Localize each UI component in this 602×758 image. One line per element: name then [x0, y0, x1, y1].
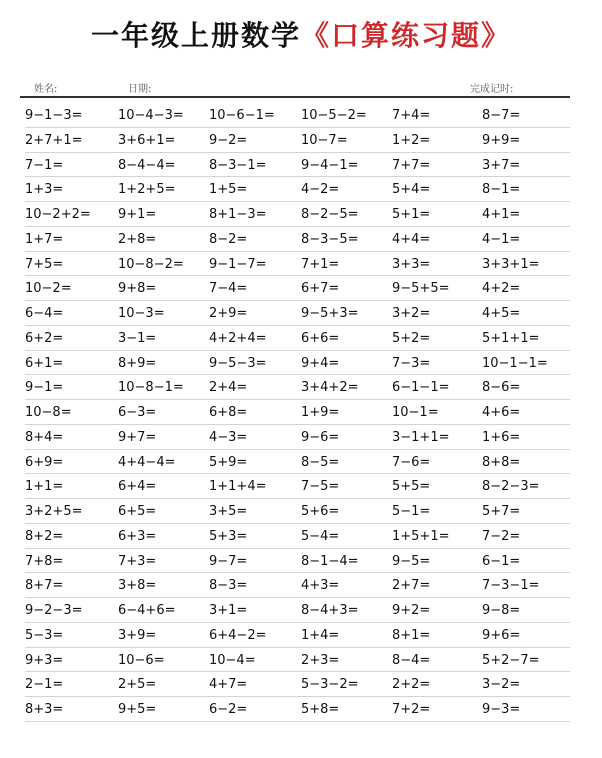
problem-row [25, 474, 570, 499]
problem-cell: 10−2= [25, 281, 72, 297]
problem-row [25, 623, 570, 648]
problem-cell: 6+1= [25, 355, 64, 371]
problem-cell: 9−7= [209, 553, 248, 569]
problem-cell: 1+1+4= [209, 479, 267, 495]
problem-grid [25, 103, 570, 722]
problem-cell: 5+8= [301, 702, 340, 717]
problem-cell: 6+2= [25, 330, 64, 346]
problem-cell: 3+7= [482, 157, 521, 173]
problem-cell: 8−3−5= [301, 231, 359, 247]
problem-cell: 8−3= [209, 578, 248, 594]
problem-cell: 8−5= [301, 454, 340, 470]
problem-cell: 5+3= [209, 528, 248, 544]
problem-cell: 8+1= [392, 627, 431, 643]
problem-row [25, 524, 570, 549]
problem-cell: 5+7= [482, 504, 521, 519]
problem-cell: 9+2= [392, 603, 431, 618]
problem-cell: 8−2−3= [482, 479, 540, 495]
problem-cell: 6+4= [118, 479, 157, 495]
header-divider [20, 96, 570, 98]
problem-cell: 10−4−3= [118, 108, 184, 123]
problem-cell: 3+9= [118, 627, 157, 643]
problem-cell: 9−2−3= [25, 603, 83, 618]
problem-cell: 1+2= [392, 132, 431, 148]
problem-cell: 6+9= [25, 454, 64, 470]
problem-cell: 6+5= [118, 504, 157, 519]
problem-cell: 1+1= [25, 479, 64, 495]
problem-cell: 4−1= [482, 231, 521, 247]
problem-row [25, 326, 570, 351]
problem-cell: 3+4+2= [301, 380, 359, 396]
problem-row [25, 375, 570, 400]
problem-row [25, 425, 570, 450]
title-accent: 《口算练习题》 [301, 19, 512, 52]
problem-cell: 7−6= [392, 454, 431, 470]
problem-cell: 5+1= [392, 207, 431, 222]
date-label: 日期: [128, 84, 152, 95]
problem-row [25, 549, 570, 574]
problem-row [25, 128, 570, 153]
problem-cell: 3+3+1= [482, 256, 540, 272]
problem-cell: 6−1= [482, 553, 521, 569]
problem-row [25, 276, 570, 301]
problem-cell: 4+4−4= [118, 454, 176, 470]
problem-cell: 10−6= [118, 652, 165, 668]
problem-cell: 3+6+1= [118, 132, 176, 148]
problem-row [25, 301, 570, 326]
problem-cell: 4+4= [392, 231, 431, 247]
name-label: 姓名: [34, 84, 58, 95]
problem-cell: 3+8= [118, 578, 157, 594]
problem-row [25, 351, 570, 376]
problem-cell: 9−5= [392, 553, 431, 569]
problem-cell: 2+4= [209, 380, 248, 396]
problem-cell: 9+6= [482, 627, 521, 643]
problem-cell: 8−4= [392, 652, 431, 668]
problem-cell: 5−4= [301, 528, 340, 544]
problem-row [25, 672, 570, 697]
problem-cell: 5−3= [25, 627, 64, 643]
problem-cell: 7−5= [301, 479, 340, 495]
problem-cell: 1+5= [209, 182, 248, 198]
problem-cell: 9−4−1= [301, 157, 359, 173]
problem-row [25, 450, 570, 475]
problem-cell: 6−1−1= [392, 380, 450, 396]
problem-cell: 1+3= [25, 182, 64, 198]
problem-cell: 1+7= [25, 231, 64, 247]
problem-row [25, 153, 570, 178]
problem-cell: 8−1= [482, 182, 521, 198]
problem-cell: 6+8= [209, 405, 248, 420]
problem-cell: 5−3−2= [301, 677, 359, 693]
problem-cell: 8−6= [482, 380, 521, 396]
problem-cell: 8+7= [25, 578, 64, 594]
problem-cell: 6−4= [25, 306, 64, 321]
problem-cell: 4+3= [301, 578, 340, 594]
problem-cell: 7−3= [392, 355, 431, 371]
problem-cell: 8−2−5= [301, 207, 359, 222]
problem-cell: 6+7= [301, 281, 340, 297]
problem-cell: 9−5−3= [209, 355, 267, 371]
problem-cell: 8−7= [482, 108, 521, 123]
title-main: 一年级上册数学 [90, 19, 301, 52]
problem-cell: 9−2= [209, 132, 248, 148]
problem-cell: 3+2= [392, 306, 431, 321]
problem-cell: 4+2+4= [209, 330, 267, 346]
problem-cell: 9+3= [25, 652, 64, 668]
problem-cell: 7−2= [482, 528, 521, 544]
problem-cell: 5+4= [392, 182, 431, 198]
problem-cell: 3−2= [482, 677, 521, 693]
info-row [20, 78, 570, 96]
problem-cell: 1+2+5= [118, 182, 176, 198]
problem-row [25, 573, 570, 598]
problem-cell: 9+7= [118, 429, 157, 445]
time-label: 完成记时: [470, 84, 514, 95]
problem-cell: 9+9= [482, 132, 521, 148]
problem-cell: 3−1+1= [392, 429, 450, 445]
problem-cell: 5+5= [392, 479, 431, 495]
problem-cell: 4+7= [209, 677, 248, 693]
problem-cell: 8+3= [25, 702, 64, 717]
problem-cell: 9−5+3= [301, 306, 359, 321]
problem-cell: 2+2= [392, 677, 431, 693]
problem-cell: 2+7+1= [25, 132, 83, 148]
problem-cell: 8+2= [25, 528, 64, 544]
problem-row [25, 252, 570, 277]
problem-cell: 1+4= [301, 627, 340, 643]
problem-cell: 9−1−3= [25, 108, 83, 123]
problem-row [25, 499, 570, 524]
problem-cell: 1+9= [301, 405, 340, 420]
problem-cell: 10−8= [25, 405, 72, 420]
problem-cell: 5+1+1= [482, 330, 540, 346]
problem-cell: 10−1= [392, 405, 439, 420]
problem-cell: 8−2= [209, 231, 248, 247]
problem-cell: 9+5= [118, 702, 157, 717]
problem-cell: 7−1= [25, 157, 64, 173]
problem-cell: 9−3= [482, 702, 521, 717]
problem-cell: 4+1= [482, 207, 521, 222]
problem-cell: 10−4= [209, 652, 256, 668]
problem-cell: 9+1= [118, 207, 157, 222]
problem-row [25, 177, 570, 202]
problem-cell: 4+6= [482, 405, 521, 420]
problem-row [25, 103, 570, 128]
problem-cell: 3+3= [392, 256, 431, 272]
problem-cell: 10−8−2= [118, 256, 184, 272]
problem-cell: 8−4+3= [301, 603, 359, 618]
problem-cell: 7+7= [392, 157, 431, 173]
problem-cell: 7+5= [25, 256, 64, 272]
problem-cell: 4+5= [482, 306, 521, 321]
problem-cell: 9−5+5= [392, 281, 450, 297]
problem-cell: 1+5+1= [392, 528, 450, 544]
problem-cell: 10−1−1= [482, 355, 548, 371]
problem-cell: 7+3= [118, 553, 157, 569]
problem-cell: 7−4= [209, 281, 248, 297]
problem-cell: 9−1= [25, 380, 64, 396]
problem-cell: 5+9= [209, 454, 248, 470]
problem-cell: 2+9= [209, 306, 248, 321]
problem-cell: 4−3= [209, 429, 248, 445]
problem-cell: 7+2= [392, 702, 431, 717]
problem-cell: 10−3= [118, 306, 165, 321]
problem-cell: 6−4+6= [118, 603, 176, 618]
problem-row [25, 202, 570, 227]
problem-cell: 3−1= [118, 330, 157, 346]
problem-cell: 10−6−1= [209, 108, 275, 123]
problem-cell: 2−1= [25, 677, 64, 693]
problem-cell: 3+1= [209, 603, 248, 618]
problem-cell: 5+6= [301, 504, 340, 519]
problem-cell: 6−3= [118, 405, 157, 420]
problem-cell: 4+2= [482, 281, 521, 297]
problem-cell: 2+7= [392, 578, 431, 594]
problem-cell: 8+1−3= [209, 207, 267, 222]
problem-cell: 5+2−7= [482, 652, 540, 668]
problem-cell: 8−3−1= [209, 157, 267, 173]
problem-cell: 6+4−2= [209, 627, 267, 643]
problem-cell: 2+3= [301, 652, 340, 668]
problem-cell: 4−2= [301, 182, 340, 198]
problem-cell: 10−7= [301, 132, 348, 148]
problem-cell: 9−6= [301, 429, 340, 445]
problem-cell: 6−2= [209, 702, 248, 717]
problem-cell: 9−1−7= [209, 256, 267, 272]
problem-cell: 8−1−4= [301, 553, 359, 569]
problem-cell: 7+4= [392, 108, 431, 123]
problem-cell: 6+6= [301, 330, 340, 346]
problem-cell: 9−8= [482, 603, 521, 618]
problem-cell: 9+8= [118, 281, 157, 297]
problem-cell: 8−4−4= [118, 157, 176, 173]
problem-cell: 9+4= [301, 355, 340, 371]
problem-cell: 3+5= [209, 504, 248, 519]
problem-cell: 8+9= [118, 355, 157, 371]
problem-cell: 8+8= [482, 454, 521, 470]
problem-row [25, 400, 570, 425]
problem-row [25, 227, 570, 252]
problem-cell: 10−8−1= [118, 380, 184, 396]
problem-row [25, 598, 570, 623]
problem-cell: 5+2= [392, 330, 431, 346]
page-title [0, 14, 602, 58]
problem-cell: 1+6= [482, 429, 521, 445]
problem-cell: 2+5= [118, 677, 157, 693]
problem-cell: 2+8= [118, 231, 157, 247]
problem-cell: 10−2+2= [25, 207, 91, 222]
problem-cell: 6+3= [118, 528, 157, 544]
problem-cell: 8+4= [25, 429, 64, 445]
problem-cell: 3+2+5= [25, 504, 83, 519]
problem-cell: 7+1= [301, 256, 340, 272]
problem-cell: 7−3−1= [482, 578, 540, 594]
problem-row [25, 697, 570, 722]
problem-cell: 5−1= [392, 504, 431, 519]
problem-cell: 7+8= [25, 553, 64, 569]
problem-row [25, 648, 570, 673]
problem-cell: 10−5−2= [301, 108, 367, 123]
